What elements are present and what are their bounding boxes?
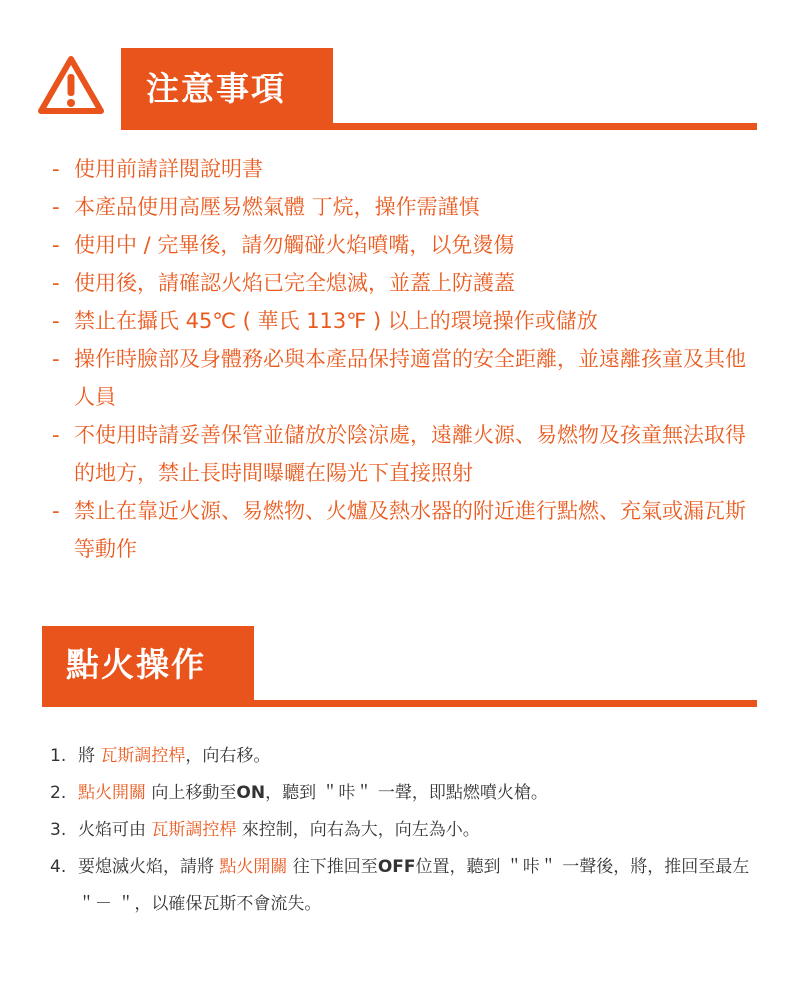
section2-title: 點火操作 (66, 645, 206, 684)
step-item: 4. 要熄滅火焰，請將 點火開關 往下推回至OFF位置，聽到 ＂咔＂ 一聲後，將，推回至最左 ＂－ ＂，以確保瓦斯不會流失。 (50, 857, 750, 914)
precaution-item: - 使用前請詳閱說明書 (52, 157, 263, 181)
step-item: 3. 火焰可由 瓦斯調控桿 來控制，向右為大，向左為小。 (50, 820, 480, 840)
ignition-steps-list (50, 738, 750, 923)
precaution-item: - 使用後，請確認火焰已完全熄滅，並蓋上防護蓋 (52, 271, 515, 295)
precaution-item: - 本產品使用高壓易燃氣體 丁烷，操作需謹慎 (52, 195, 480, 219)
precaution-item: - 使用中 / 完畢後，請勿觸碰火焰噴嘴，以免燙傷 (52, 233, 515, 257)
section1-underline (121, 123, 757, 130)
precaution-item: - 禁止在靠近火源、易燃物、火爐及熱水器的附近進行點燃、充氣或漏瓦斯等動作 (52, 499, 746, 561)
warning-triangle-icon (38, 56, 104, 114)
ignition-switch-term: 點火開關 (78, 783, 146, 803)
step-item: 1. 將 瓦斯調控桿，向右移。 (50, 746, 271, 766)
precautions-list (48, 150, 748, 568)
gas-lever-term: 瓦斯調控桿 (100, 746, 186, 766)
section1-title: 注意事項 (146, 69, 286, 108)
gas-lever-term: 瓦斯調控桿 (151, 820, 237, 840)
precaution-item: - 操作時臉部及身體務必與本產品保持適當的安全距離，並遠離孩童及其他人員 (52, 347, 746, 409)
precaution-item: - 禁止在攝氏 45℃ ( 華氏 113℉ ) 以上的環境操作或儲放 (52, 309, 598, 333)
step-item: 2. 點火開關 向上移動至ON，聽到 ＂咔＂ 一聲，即點燃噴火槍。 (50, 783, 548, 803)
precaution-item: - 不使用時請妥善保管並儲放於陰涼處，遠離火源、易燃物及孩童無法取得的地方，禁止長時間曝曬在陽光下直接照射 (52, 423, 746, 485)
section2-underline (42, 700, 757, 707)
ignition-switch-term: 點火開關 (219, 857, 288, 877)
